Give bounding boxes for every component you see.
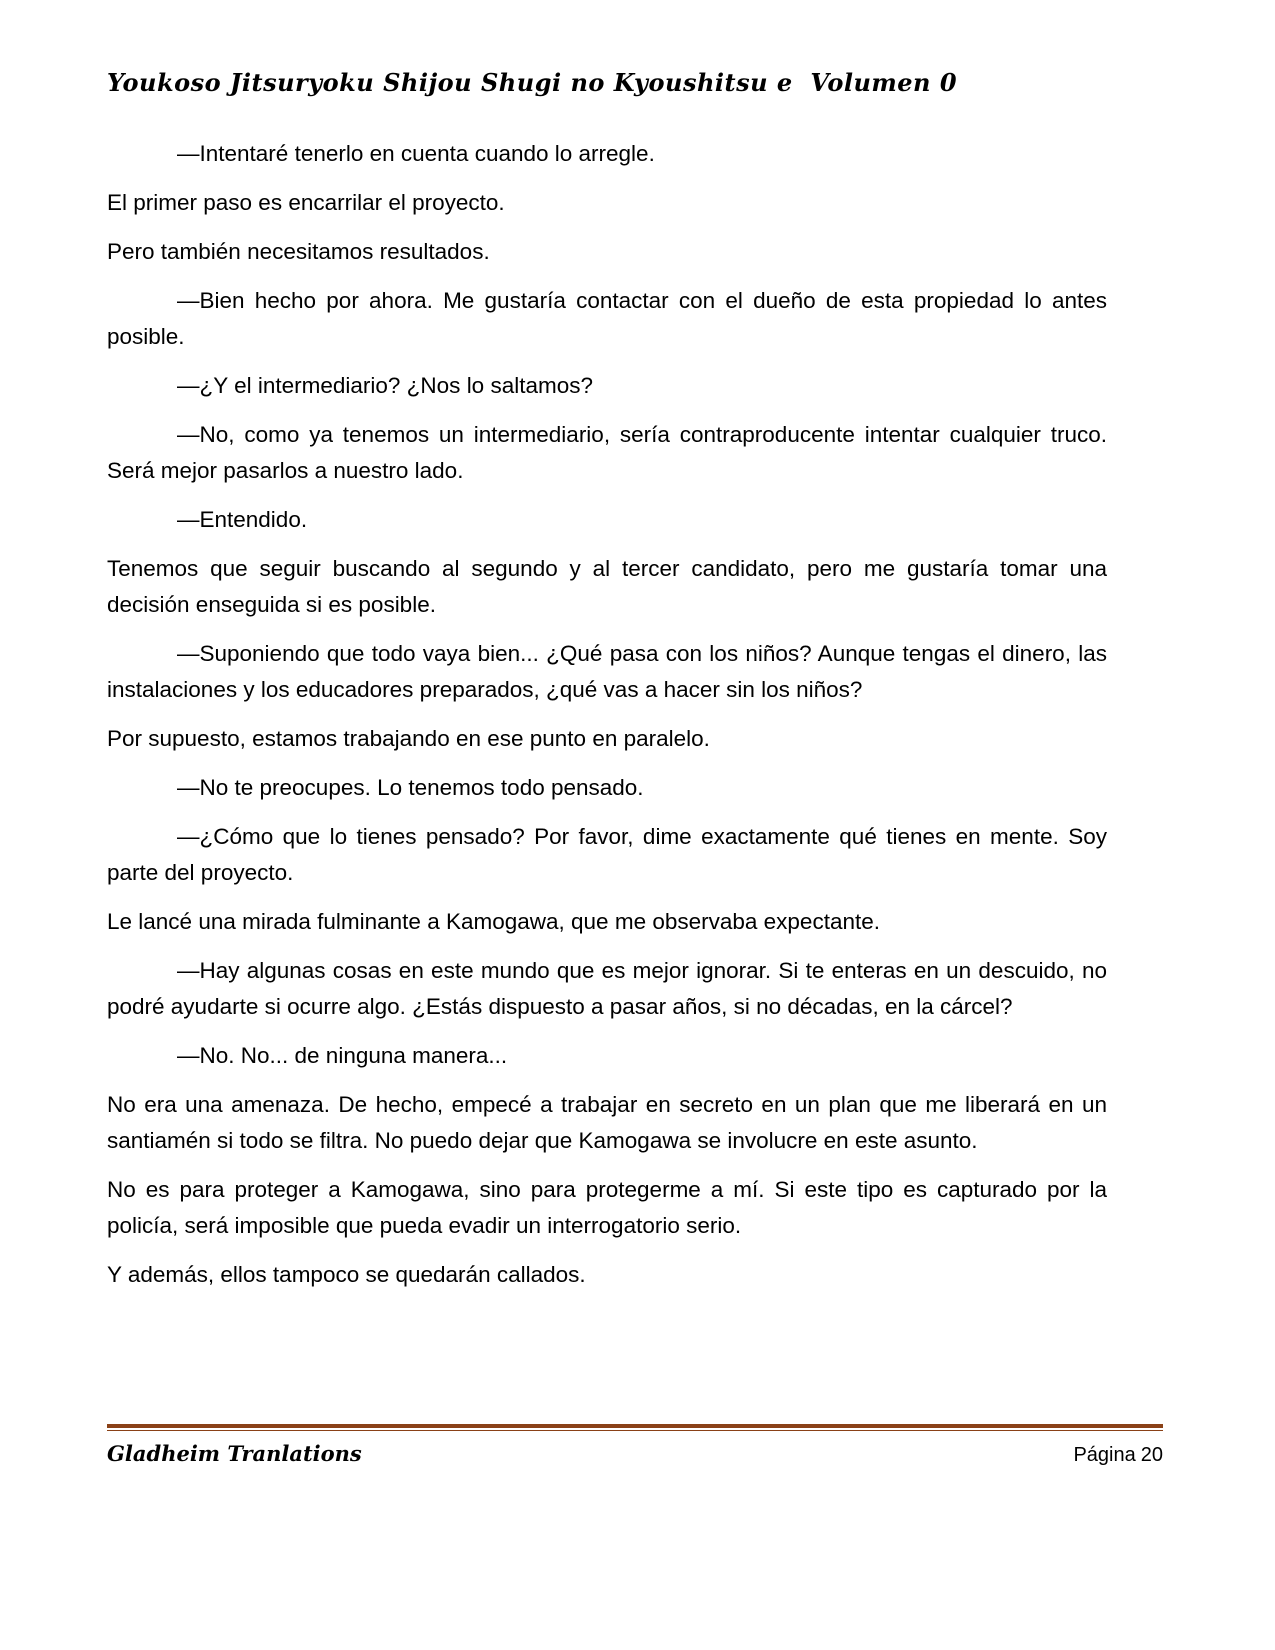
paragraph: —No, como ya tenemos un intermediario, sería contraproducente intentar cualquier truco. Será mejor pasarlos a nuestro lado. (107, 422, 1107, 483)
footer-page-label: Página (1073, 1444, 1136, 1466)
document-body (107, 136, 1107, 1306)
paragraph: Le lancé una mirada fulminante a Kamogawa, que me observaba expectante. (107, 909, 880, 934)
paragraph: —Intentaré tenerlo en cuenta cuando lo arregle. (177, 141, 655, 166)
paragraph: El primer paso es encarrilar el proyecto. (107, 190, 505, 215)
paragraph: —¿Cómo que lo tienes pensado? Por favor, dime exactamente qué tienes en mente. Soy parte del proyecto. (107, 824, 1107, 885)
footer-rule-thin (107, 1430, 1163, 1431)
paragraph: Por supuesto, estamos trabajando en ese punto en paralelo. (107, 726, 710, 751)
paragraph: Pero también necesitamos resultados. (107, 239, 490, 264)
paragraph: —No te preocupes. Lo tenemos todo pensado. (177, 775, 644, 800)
paragraph: Y además, ellos tampoco se quedarán callados. (107, 1262, 586, 1287)
footer-page-indicator (1073, 1444, 1163, 1467)
paragraph: Tenemos que seguir buscando al segundo y al tercer candidato, pero me gustaría tomar una decisión enseguida si es posible. (107, 556, 1107, 617)
paragraph: —Entendido. (177, 507, 308, 532)
paragraph: —Bien hecho por ahora. Me gustaría contactar con el dueño de esta propiedad lo antes posible. (107, 288, 1107, 349)
paragraph: No era una amenaza. De hecho, empecé a trabajar en secreto en un plan que me liberará en un santiamén si todo se filtra. No puedo dejar que Kamogawa se involucre en este asunto. (107, 1092, 1107, 1153)
paragraph: —¿Y el intermediario? ¿Nos lo saltamos? (177, 373, 593, 398)
footer-page-number: 20 (1140, 1444, 1163, 1466)
paragraph: No es para proteger a Kamogawa, sino para protegerme a mí. Si este tipo es capturado por la policía, será imposible que pueda evadir un interrogatorio serio. (107, 1177, 1107, 1238)
page-header (107, 68, 1163, 97)
footer-row (107, 1441, 1163, 1467)
paragraph: —Hay algunas cosas en este mundo que es mejor ignorar. Si te enteras en un descuido, no podré ayudarte si ocurre algo. ¿Estás dispuesto a pasar años, si no décadas, en la cárcel? (107, 958, 1107, 1019)
footer-rule-thick (107, 1424, 1163, 1428)
page-footer (107, 1424, 1163, 1467)
header-title: Youkoso Jitsuryoku Shijou Shugi no Kyoushitsu e Volumen 0 (107, 68, 958, 97)
footer-translator-label: Gladheim Tranlations (107, 1441, 362, 1466)
paragraph: —Suponiendo que todo vaya bien... ¿Qué pasa con los niños? Aunque tengas el dinero, las instalaciones y los educadores preparados, ¿qué vas a hacer sin los niños? (107, 641, 1107, 702)
paragraph: —No. No... de ninguna manera... (177, 1043, 508, 1068)
